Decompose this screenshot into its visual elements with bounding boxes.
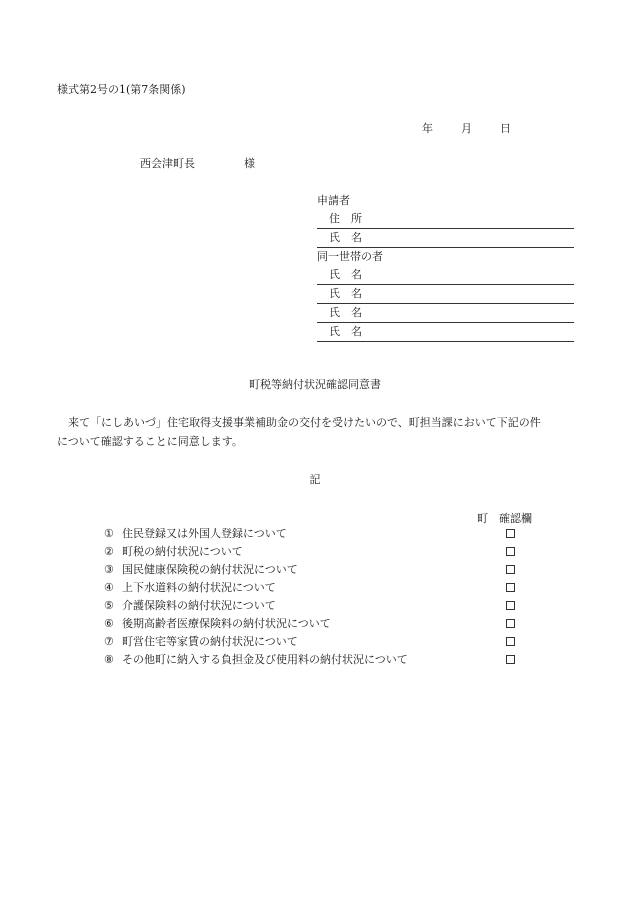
check-box[interactable] bbox=[506, 601, 515, 610]
date-month: 月 bbox=[461, 122, 472, 135]
list-item bbox=[104, 561, 534, 579]
household-name-label: 氏 名 bbox=[329, 287, 362, 300]
item-label: 町営住宅等家賃の納付状況について bbox=[122, 635, 298, 648]
check-box[interactable] bbox=[506, 565, 515, 574]
check-box[interactable] bbox=[506, 637, 515, 646]
confirmation-items bbox=[104, 525, 534, 669]
item-number: ③ bbox=[104, 563, 114, 576]
item-label: 後期高齢者医療保険料の納付状況について bbox=[122, 617, 331, 630]
check-box[interactable] bbox=[506, 655, 515, 664]
document-title: 町税等納付状況確認同意書 bbox=[249, 378, 381, 391]
household-name-field[interactable] bbox=[317, 285, 574, 304]
item-label: その他町に納入する負担金及び使用料の納付状況について bbox=[122, 653, 408, 666]
item-number: ① bbox=[104, 527, 114, 540]
body-paragraph bbox=[57, 413, 577, 451]
check-column-header: 町 確認欄 bbox=[477, 512, 532, 525]
list-item bbox=[104, 579, 534, 597]
household-name-field[interactable] bbox=[317, 323, 574, 342]
applicant-address-field[interactable] bbox=[317, 210, 574, 229]
household-name-field[interactable] bbox=[317, 266, 574, 285]
item-number: ② bbox=[104, 545, 114, 558]
list-item bbox=[104, 597, 534, 615]
date-day: 日 bbox=[500, 122, 511, 135]
applicant-name-field[interactable] bbox=[317, 229, 574, 248]
item-label: 介護保険料の納付状況について bbox=[122, 599, 276, 612]
addressee bbox=[140, 155, 255, 171]
applicant-address-label: 住 所 bbox=[329, 212, 362, 225]
list-item bbox=[104, 615, 534, 633]
body-line-1: 来て「にしあいづ」住宅取得支援事業補助金の交付を受けたいので、町担当課において下記の件 bbox=[68, 416, 541, 429]
household-name-field[interactable] bbox=[317, 304, 574, 323]
household-name-label: 氏 名 bbox=[329, 268, 362, 281]
date-line bbox=[422, 120, 511, 136]
check-box[interactable] bbox=[506, 529, 515, 538]
household-heading: 同一世帯の者 bbox=[317, 250, 383, 263]
form-number: 様式第2号の1(第7条関係) bbox=[57, 83, 186, 96]
applicant-name-label: 氏 名 bbox=[329, 231, 362, 244]
body-line-2: について確認することに同意します。 bbox=[57, 435, 243, 448]
check-box[interactable] bbox=[506, 547, 515, 556]
list-item bbox=[104, 651, 534, 669]
list-item bbox=[104, 633, 534, 651]
item-label: 町税の納付状況について bbox=[122, 545, 243, 558]
item-number: ④ bbox=[104, 581, 114, 594]
check-box[interactable] bbox=[506, 619, 515, 628]
date-year: 年 bbox=[422, 122, 433, 135]
ki-heading: 記 bbox=[309, 473, 321, 486]
household-name-label: 氏 名 bbox=[329, 306, 362, 319]
item-label: 上下水道料の納付状況について bbox=[122, 581, 276, 594]
list-item bbox=[104, 525, 534, 543]
item-number: ⑥ bbox=[104, 617, 114, 630]
household-name-label: 氏 名 bbox=[329, 325, 362, 338]
list-item bbox=[104, 543, 534, 561]
item-label: 国民健康保険税の納付状況について bbox=[122, 563, 298, 576]
applicant-heading: 申請者 bbox=[317, 194, 350, 207]
item-number: ⑦ bbox=[104, 635, 114, 648]
item-number: ⑧ bbox=[104, 653, 114, 666]
item-number: ⑤ bbox=[104, 599, 114, 612]
applicant-block bbox=[317, 192, 574, 342]
check-box[interactable] bbox=[506, 583, 515, 592]
item-label: 住民登録又は外国人登録について bbox=[122, 527, 287, 540]
addressee-name: 西会津町長 bbox=[140, 157, 195, 170]
addressee-honorific: 様 bbox=[244, 157, 255, 170]
